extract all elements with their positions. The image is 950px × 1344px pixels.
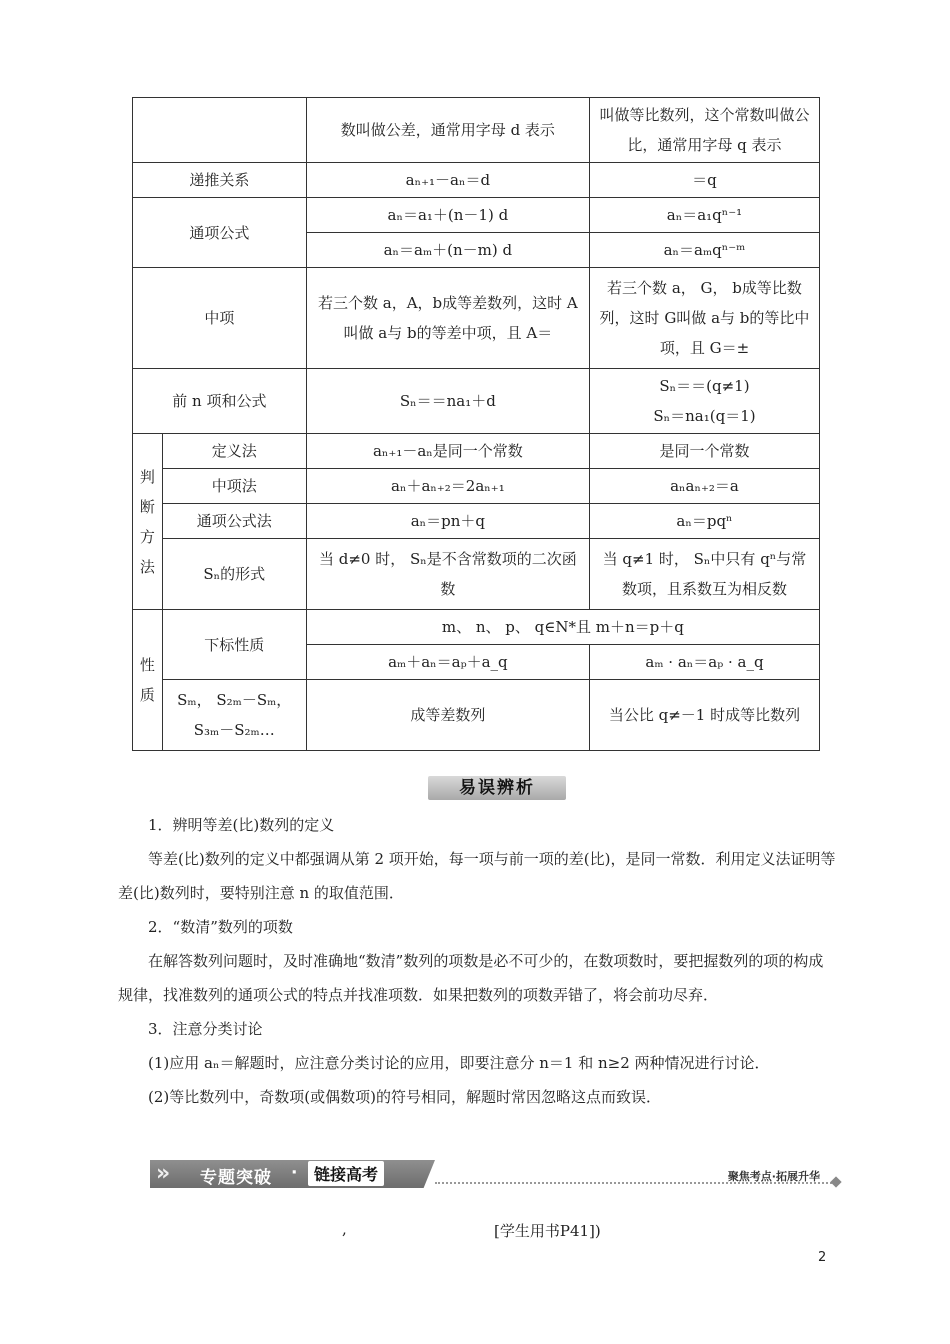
section-heading: 2．“数清”数列的项数: [148, 918, 293, 936]
table-cell: 当公比 q≠－1 时成等比数列: [589, 680, 819, 751]
table-row: [133, 680, 820, 751]
side-label: 判断方法: [133, 434, 163, 610]
double-chevron-icon: »: [156, 1161, 171, 1186]
table-cell: aₘ＋aₙ＝aₚ＋a_q: [306, 645, 589, 680]
row-label: Sₙ的形式: [162, 539, 306, 610]
table-cell: Sₙ＝＝na₁＋d: [306, 369, 589, 434]
table-cell: aₙ＋aₙ₊₂＝2aₙ₊₁: [306, 469, 589, 504]
table-row: [133, 610, 820, 645]
row-label: Sₘ， S₂ₘ－Sₘ， S₃ₘ－S₂ₘ…: [162, 680, 306, 751]
comparison-table: [132, 97, 820, 751]
table-cell: 若三个数 a，A，b成等差数列，这时 A 叫做 a与 b的等差中项，且 A＝: [306, 268, 589, 369]
row-label: 中项: [133, 268, 307, 369]
table-cell: aₙaₙ₊₂＝a: [589, 469, 819, 504]
table-row: [133, 198, 820, 233]
side-label: 性质: [133, 610, 163, 751]
paragraph: (1)应用 aₙ＝解题时，应注意分类讨论的应用，即要注意分 n＝1 和 n≥2 两种情况进行讨论．: [148, 1054, 770, 1072]
section-heading: 3．注意分类讨论: [148, 1020, 263, 1038]
paragraph: 在解答数列问题时，及时准确地“数清”数列的项数是必不可少的，在数项数时，要把握数列的项的构成规律，找准数列的通项公式的特点并找准项数．如果把数列的项数弄错了，将会前功尽弃．: [118, 952, 824, 1004]
table-cell: aₙ₊₁－aₙ＝d: [306, 163, 589, 198]
row-label: 递推关系: [133, 163, 307, 198]
source-reference: [学生用书P41]): [494, 1222, 601, 1240]
table-cell: 叫做等比数列，这个常数叫做公比，通常用字母 q 表示: [589, 98, 819, 163]
table-cell: 成等差数列: [306, 680, 589, 751]
table-cell: aₙ＝aₘ＋(n－m) d: [306, 233, 589, 268]
table-cell: 数叫做公差，通常用字母 d 表示: [306, 98, 589, 163]
diamond-icon: [830, 1176, 841, 1187]
table-cell: aₙ₊₁－aₙ是同一个常数: [306, 434, 589, 469]
table-cell: 当 d≠0 时， Sₙ是不含常数项的二次函数: [306, 539, 589, 610]
table-cell: ＝q: [589, 163, 819, 198]
paragraph: (2)等比数列中，奇数项(或偶数项)的符号相同，解题时常因忽略这点而致误．: [148, 1088, 661, 1106]
page-number: 2: [818, 1250, 827, 1265]
table-row: [133, 369, 820, 434]
section-heading: 1．辨明等差(比)数列的定义: [148, 816, 335, 834]
banner-right-label: 链接高考: [308, 1161, 384, 1186]
text-body: [118, 808, 836, 1114]
section-banner-special-topic: [150, 1160, 840, 1188]
source-comma: ,: [342, 1220, 347, 1238]
banner-separator: ·: [291, 1163, 298, 1183]
table-row: [133, 163, 820, 198]
table-row: [133, 268, 820, 369]
table-cell: aₙ＝a₁qⁿ⁻¹: [589, 198, 819, 233]
banner-left-label: 专题突破: [200, 1168, 272, 1188]
table-cell: 是同一个常数: [589, 434, 819, 469]
table-cell: aₙ＝pn＋q: [306, 504, 589, 539]
banner-tagline: 聚焦考点·拓展升华: [727, 1170, 820, 1183]
section-banner-error-analysis: [428, 776, 566, 800]
table-cell: aₙ＝aₘqⁿ⁻ᵐ: [589, 233, 819, 268]
table-cell-line: Sₙ＝＝(q≠1): [659, 377, 750, 395]
table-row: [133, 469, 820, 504]
table-cell: [589, 369, 819, 434]
table-cell: m、 n、 p、 q∈N*且 m＋n＝p＋q: [306, 610, 819, 645]
table-row: [133, 434, 820, 469]
banner-title: 易误辨析: [459, 778, 535, 798]
table-cell: aₙ＝pqⁿ: [589, 504, 819, 539]
row-label: 定义法: [162, 434, 306, 469]
row-label: 中项法: [162, 469, 306, 504]
row-label: 通项公式法: [162, 504, 306, 539]
paragraph: 等差(比)数列的定义中都强调从第 2 项开始，每一项与前一项的差(比)，是同一常数．利用定义法证明等差(比)数列时，要特别注意 n 的取值范围．: [118, 850, 836, 902]
row-label: 下标性质: [162, 610, 306, 680]
table-cell: 当 q≠1 时， Sₙ中只有 qⁿ与常数项，且系数互为相反数: [589, 539, 819, 610]
table-row: [133, 504, 820, 539]
table-cell: 若三个数 a， G， b成等比数列，这时 G叫做 a与 b的等比中项，且 G＝±: [589, 268, 819, 369]
table-cell-line: Sₙ＝na₁(q＝1): [653, 407, 756, 425]
table-row: [133, 98, 820, 163]
table-cell: aₙ＝a₁＋(n－1) d: [306, 198, 589, 233]
table-row: [133, 539, 820, 610]
row-label: 通项公式: [133, 198, 307, 268]
row-label: 前 n 项和公式: [133, 369, 307, 434]
table-cell: aₘ · aₙ＝aₚ · a_q: [589, 645, 819, 680]
